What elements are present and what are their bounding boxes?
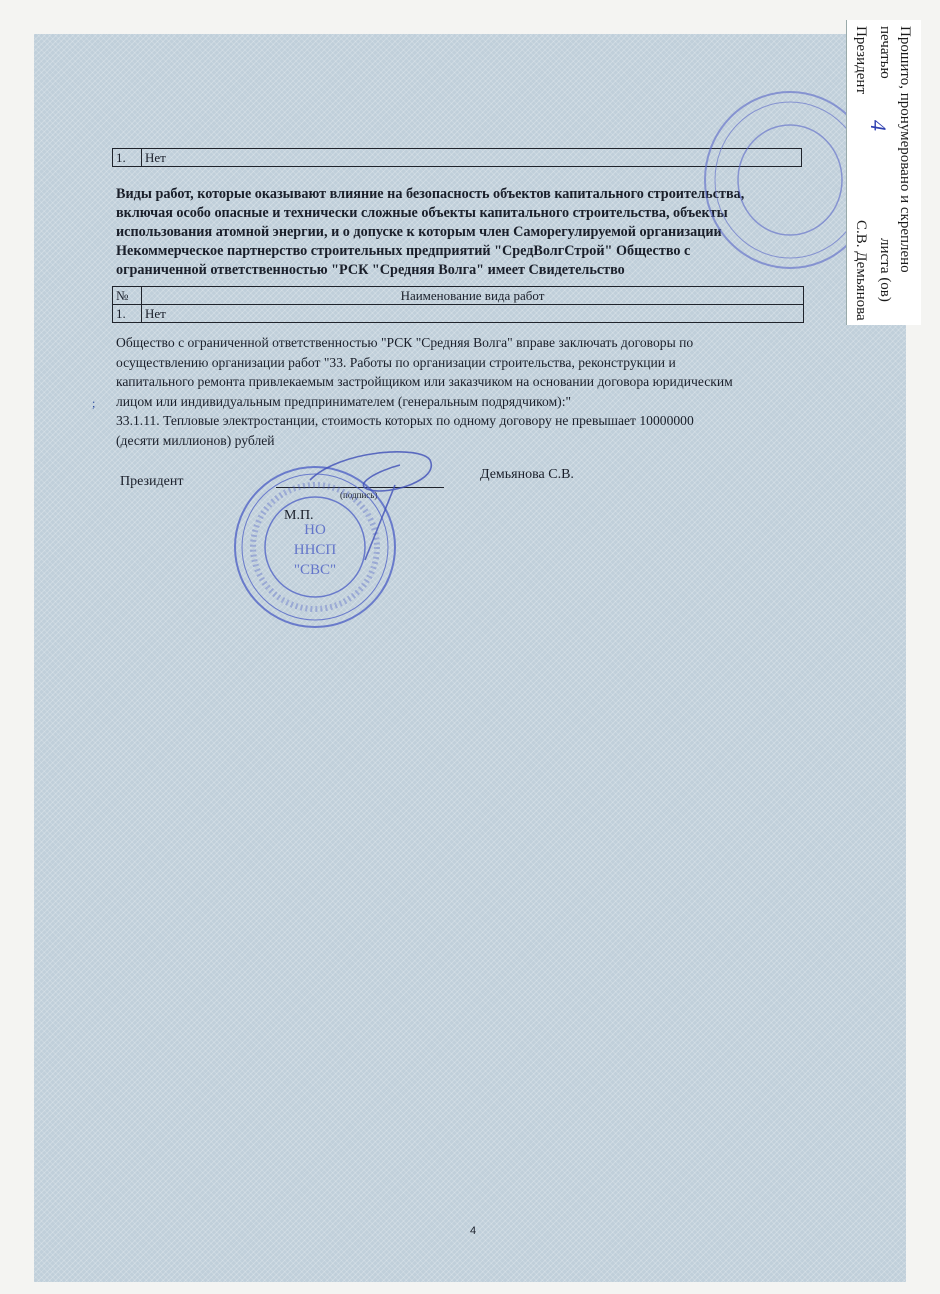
heading-line: включая особо опасные и технически сложные объекты капитального строительства, объекты: [116, 205, 728, 221]
sticker-line2a: печатью: [877, 26, 893, 79]
row-number: 1.: [113, 149, 142, 167]
seal-place-label: М.П.: [284, 508, 314, 523]
works-heading: [116, 185, 796, 280]
stamp-line2: ННСП: [293, 542, 337, 558]
header-num: №: [113, 287, 142, 305]
row-number: 1.: [113, 305, 142, 323]
body-line: 33.1.11. Тепловые электростанции, стоимость которых по одному договору не превышает 10000000: [116, 413, 694, 428]
body-line: (десяти миллионов) рублей: [116, 432, 275, 448]
sticker-line3-name: С.В. Демьянова: [853, 220, 869, 321]
sticker-handwritten-count: 4: [866, 120, 891, 131]
row-text: Нет: [142, 305, 804, 323]
signature-caption: (подпись): [340, 490, 378, 500]
table-row: [113, 305, 804, 323]
signature-position: Президент: [120, 474, 184, 489]
signer-name: Демьянова С.В.: [480, 467, 574, 482]
header-name: Наименование вида работ: [142, 287, 804, 305]
table-header-row: [113, 287, 804, 305]
body-line: Общество с ограниченной ответственностью "РСК "Средняя Волга" вправе заключать договоры по: [116, 335, 694, 350]
margin-mark: ;: [92, 396, 96, 410]
body-line: лицом или индивидуальным предпринимателем (генеральным подрядчиком):": [116, 393, 572, 409]
body-line: осуществлению организации работ "33. Работы по организации строительства, реконструкции и: [116, 354, 676, 370]
body-line: капитального ремонта привлекаемым застройщиком или заказчиком на основании договора юридическим: [116, 374, 733, 389]
stamp-line1: НО: [304, 522, 326, 538]
sticker-line1: Прошито, пронумеровано и скреплено: [897, 26, 913, 273]
works-table: [112, 286, 804, 323]
handwritten-signature: [270, 440, 450, 570]
row-text: Нет: [142, 149, 802, 167]
heading-line: ограниченной ответственностью "РСК "Средняя Волга" имеет Свидетельство: [116, 262, 625, 278]
sticker-line2b: листа (ов): [877, 238, 893, 302]
heading-line: использования атомной энергии, и о допуске к которым член Саморегулируемой организации: [116, 224, 722, 240]
heading-line: Виды работ, которые оказывают влияние на безопасность объектов капитального строительства,: [116, 186, 745, 202]
stamp-line3: "СВС": [293, 562, 337, 578]
sticker-line3: Президент: [853, 26, 869, 94]
page-number: 4: [470, 1225, 477, 1237]
body-paragraph: [116, 333, 806, 450]
binding-sticker: [846, 20, 921, 325]
heading-line: Некоммерческое партнерство строительных предприятий "СредВолгСтрой" Общество с: [116, 243, 691, 259]
